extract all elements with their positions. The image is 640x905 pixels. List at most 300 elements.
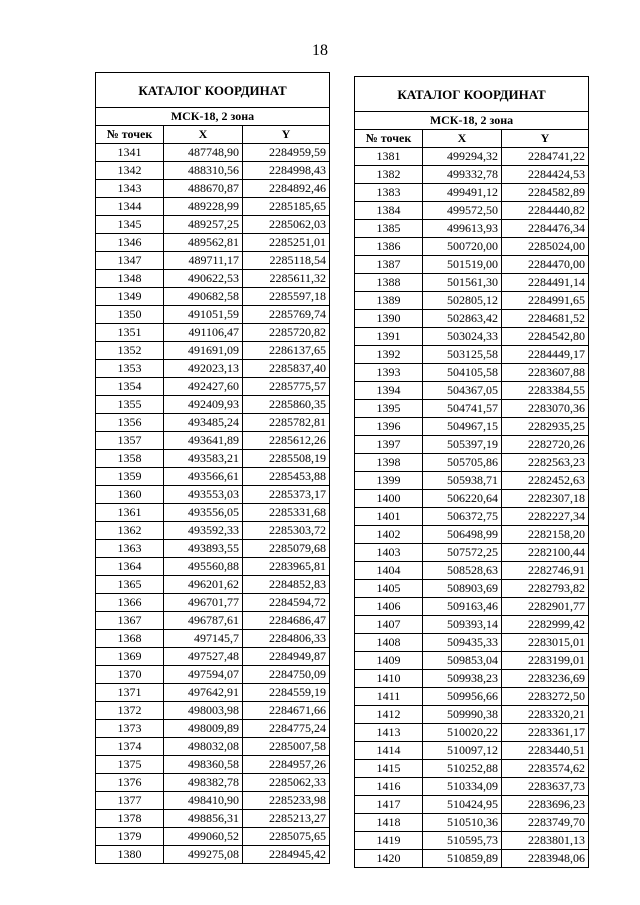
table-row	[96, 774, 330, 792]
point-number-cell: 1389	[355, 292, 423, 310]
x-coordinate-cell: 504967,15	[423, 418, 502, 436]
table-title: КАТАЛОГ КООРДИНАТ	[355, 77, 589, 112]
table-subtitle: МСК-18, 2 зона	[96, 108, 330, 126]
point-number-cell: 1360	[96, 486, 164, 504]
y-coordinate-cell: 2284671,66	[243, 702, 330, 720]
point-number-cell: 1354	[96, 378, 164, 396]
y-coordinate-cell: 2284775,24	[243, 720, 330, 738]
point-number-cell: 1414	[355, 742, 423, 760]
x-coordinate-cell: 501519,00	[423, 256, 502, 274]
table-row	[355, 616, 589, 634]
header-point-number: № точек	[355, 130, 423, 148]
point-number-cell: 1403	[355, 544, 423, 562]
point-number-cell: 1384	[355, 202, 423, 220]
y-coordinate-cell: 2284681,52	[502, 310, 589, 328]
x-coordinate-cell: 491051,59	[164, 306, 243, 324]
y-coordinate-cell: 2283637,73	[502, 778, 589, 796]
y-coordinate-cell: 2284991,65	[502, 292, 589, 310]
point-number-cell: 1372	[96, 702, 164, 720]
point-number-cell: 1420	[355, 850, 423, 868]
table-row	[96, 468, 330, 486]
table-row	[355, 346, 589, 364]
point-number-cell: 1353	[96, 360, 164, 378]
y-coordinate-cell: 2282999,42	[502, 616, 589, 634]
x-coordinate-cell: 499294,32	[423, 148, 502, 166]
table-row	[96, 396, 330, 414]
table-row	[96, 504, 330, 522]
table-title-row	[355, 77, 589, 112]
x-coordinate-cell: 499275,08	[164, 846, 243, 864]
table-row	[355, 490, 589, 508]
y-coordinate-cell: 2285775,57	[243, 378, 330, 396]
point-number-cell: 1408	[355, 634, 423, 652]
x-coordinate-cell: 510020,22	[423, 724, 502, 742]
table-row	[355, 418, 589, 436]
point-number-cell: 1375	[96, 756, 164, 774]
point-number-cell: 1347	[96, 252, 164, 270]
header-y: Y	[243, 126, 330, 144]
point-number-cell: 1402	[355, 526, 423, 544]
header-y: Y	[502, 130, 589, 148]
point-number-cell: 1368	[96, 630, 164, 648]
x-coordinate-cell: 503024,33	[423, 328, 502, 346]
point-number-cell: 1367	[96, 612, 164, 630]
table-row	[96, 360, 330, 378]
point-number-cell: 1394	[355, 382, 423, 400]
point-number-cell: 1380	[96, 846, 164, 864]
y-coordinate-cell: 2284998,43	[243, 162, 330, 180]
table-row	[355, 724, 589, 742]
point-number-cell: 1355	[96, 396, 164, 414]
point-number-cell: 1393	[355, 364, 423, 382]
y-coordinate-cell: 2283361,17	[502, 724, 589, 742]
table-row	[96, 432, 330, 450]
table-row	[355, 328, 589, 346]
table-row	[96, 270, 330, 288]
point-number-cell: 1373	[96, 720, 164, 738]
x-coordinate-cell: 498360,58	[164, 756, 243, 774]
table-row	[96, 450, 330, 468]
point-number-cell: 1416	[355, 778, 423, 796]
point-number-cell: 1352	[96, 342, 164, 360]
table-row	[96, 486, 330, 504]
table-row	[96, 594, 330, 612]
y-coordinate-cell: 2285185,65	[243, 198, 330, 216]
x-coordinate-cell: 489228,99	[164, 198, 243, 216]
table-row	[96, 846, 330, 864]
table-subtitle-row	[355, 112, 589, 130]
x-coordinate-cell: 509435,33	[423, 634, 502, 652]
point-number-cell: 1405	[355, 580, 423, 598]
x-coordinate-cell: 492409,93	[164, 396, 243, 414]
y-coordinate-cell: 2285597,18	[243, 288, 330, 306]
table-row	[96, 630, 330, 648]
x-coordinate-cell: 492427,60	[164, 378, 243, 396]
x-coordinate-cell: 501561,30	[423, 274, 502, 292]
y-coordinate-cell: 2285769,74	[243, 306, 330, 324]
x-coordinate-cell: 493592,33	[164, 522, 243, 540]
point-number-cell: 1362	[96, 522, 164, 540]
x-coordinate-cell: 502863,42	[423, 310, 502, 328]
y-coordinate-cell: 2284440,82	[502, 202, 589, 220]
table-row	[96, 756, 330, 774]
x-coordinate-cell: 510334,09	[423, 778, 502, 796]
y-coordinate-cell: 2283965,81	[243, 558, 330, 576]
x-coordinate-cell: 506220,64	[423, 490, 502, 508]
point-number-cell: 1391	[355, 328, 423, 346]
x-coordinate-cell: 506372,75	[423, 508, 502, 526]
point-number-cell: 1361	[96, 504, 164, 522]
x-coordinate-cell: 509163,46	[423, 598, 502, 616]
y-coordinate-cell: 2284476,34	[502, 220, 589, 238]
x-coordinate-cell: 493583,21	[164, 450, 243, 468]
point-number-cell: 1376	[96, 774, 164, 792]
table-row	[355, 472, 589, 490]
y-coordinate-cell: 2285331,68	[243, 504, 330, 522]
table-row	[355, 400, 589, 418]
point-number-cell: 1370	[96, 666, 164, 684]
point-number-cell: 1415	[355, 760, 423, 778]
y-coordinate-cell: 2283574,62	[502, 760, 589, 778]
table-row	[96, 324, 330, 342]
table-row	[96, 144, 330, 162]
x-coordinate-cell: 492023,13	[164, 360, 243, 378]
table-row	[355, 544, 589, 562]
x-coordinate-cell: 493566,61	[164, 468, 243, 486]
point-number-cell: 1342	[96, 162, 164, 180]
y-coordinate-cell: 2285720,82	[243, 324, 330, 342]
table-row	[355, 508, 589, 526]
x-coordinate-cell: 498856,31	[164, 810, 243, 828]
x-coordinate-cell: 503125,58	[423, 346, 502, 364]
y-coordinate-cell: 2283607,88	[502, 364, 589, 382]
y-coordinate-cell: 2284594,72	[243, 594, 330, 612]
x-coordinate-cell: 504105,58	[423, 364, 502, 382]
x-coordinate-cell: 510510,36	[423, 814, 502, 832]
y-coordinate-cell: 2285611,32	[243, 270, 330, 288]
x-coordinate-cell: 499332,78	[423, 166, 502, 184]
point-number-cell: 1377	[96, 792, 164, 810]
coordinate-catalog-table-left	[95, 72, 330, 864]
point-number-cell: 1371	[96, 684, 164, 702]
point-number-cell: 1418	[355, 814, 423, 832]
table-subtitle-row	[96, 108, 330, 126]
table-row	[355, 364, 589, 382]
y-coordinate-cell: 2284491,14	[502, 274, 589, 292]
y-coordinate-cell: 2284957,26	[243, 756, 330, 774]
table-row	[96, 648, 330, 666]
x-coordinate-cell: 493641,89	[164, 432, 243, 450]
point-number-cell: 1406	[355, 598, 423, 616]
point-number-cell: 1382	[355, 166, 423, 184]
x-coordinate-cell: 498410,90	[164, 792, 243, 810]
point-number-cell: 1386	[355, 238, 423, 256]
y-coordinate-cell: 2285612,26	[243, 432, 330, 450]
table-row	[355, 670, 589, 688]
table-row	[355, 292, 589, 310]
x-coordinate-cell: 497594,07	[164, 666, 243, 684]
point-number-cell: 1341	[96, 144, 164, 162]
point-number-cell: 1407	[355, 616, 423, 634]
table-row	[96, 684, 330, 702]
point-number-cell: 1413	[355, 724, 423, 742]
y-coordinate-cell: 2285213,27	[243, 810, 330, 828]
x-coordinate-cell: 510595,73	[423, 832, 502, 850]
table-row	[355, 760, 589, 778]
point-number-cell: 1404	[355, 562, 423, 580]
point-number-cell: 1357	[96, 432, 164, 450]
y-coordinate-cell: 2285075,65	[243, 828, 330, 846]
table-row	[355, 238, 589, 256]
table-row	[355, 706, 589, 724]
table-row	[355, 202, 589, 220]
x-coordinate-cell: 504367,05	[423, 382, 502, 400]
table-row	[96, 342, 330, 360]
point-number-cell: 1390	[355, 310, 423, 328]
table-row	[96, 792, 330, 810]
y-coordinate-cell: 2284559,19	[243, 684, 330, 702]
y-coordinate-cell: 2284852,83	[243, 576, 330, 594]
y-coordinate-cell: 2282935,25	[502, 418, 589, 436]
y-coordinate-cell: 2285860,35	[243, 396, 330, 414]
x-coordinate-cell: 489711,17	[164, 252, 243, 270]
x-coordinate-cell: 497145,7	[164, 630, 243, 648]
y-coordinate-cell: 2285007,58	[243, 738, 330, 756]
x-coordinate-cell: 509853,04	[423, 652, 502, 670]
point-number-cell: 1383	[355, 184, 423, 202]
table-row	[96, 702, 330, 720]
y-coordinate-cell: 2284686,47	[243, 612, 330, 630]
y-coordinate-cell: 2282158,20	[502, 526, 589, 544]
x-coordinate-cell: 499060,52	[164, 828, 243, 846]
table-row	[96, 216, 330, 234]
table-row	[355, 580, 589, 598]
table-row	[96, 828, 330, 846]
point-number-cell: 1396	[355, 418, 423, 436]
y-coordinate-cell: 2285062,33	[243, 774, 330, 792]
y-coordinate-cell: 2284945,42	[243, 846, 330, 864]
point-number-cell: 1419	[355, 832, 423, 850]
point-number-cell: 1350	[96, 306, 164, 324]
table-row	[355, 688, 589, 706]
table-row	[96, 738, 330, 756]
header-x: X	[164, 126, 243, 144]
y-coordinate-cell: 2282452,63	[502, 472, 589, 490]
y-coordinate-cell: 2286137,65	[243, 342, 330, 360]
table-row	[96, 522, 330, 540]
point-number-cell: 1359	[96, 468, 164, 486]
table-row	[355, 778, 589, 796]
point-number-cell: 1358	[96, 450, 164, 468]
table-row	[355, 382, 589, 400]
x-coordinate-cell: 500720,00	[423, 238, 502, 256]
x-coordinate-cell: 487748,90	[164, 144, 243, 162]
y-coordinate-cell: 2284959,59	[243, 144, 330, 162]
table-row	[355, 220, 589, 238]
point-number-cell: 1412	[355, 706, 423, 724]
point-number-cell: 1381	[355, 148, 423, 166]
x-coordinate-cell: 509393,14	[423, 616, 502, 634]
x-coordinate-cell: 504741,57	[423, 400, 502, 418]
point-number-cell: 1387	[355, 256, 423, 274]
y-coordinate-cell: 2284449,17	[502, 346, 589, 364]
y-coordinate-cell: 2285508,19	[243, 450, 330, 468]
table-row	[355, 274, 589, 292]
x-coordinate-cell: 499572,50	[423, 202, 502, 220]
point-number-cell: 1417	[355, 796, 423, 814]
y-coordinate-cell: 2285373,17	[243, 486, 330, 504]
x-coordinate-cell: 509956,66	[423, 688, 502, 706]
y-coordinate-cell: 2283696,23	[502, 796, 589, 814]
y-coordinate-cell: 2285079,68	[243, 540, 330, 558]
x-coordinate-cell: 497527,48	[164, 648, 243, 666]
x-coordinate-cell: 491691,09	[164, 342, 243, 360]
header-point-number: № точек	[96, 126, 164, 144]
point-number-cell: 1397	[355, 436, 423, 454]
x-coordinate-cell: 498032,08	[164, 738, 243, 756]
x-coordinate-cell: 502805,12	[423, 292, 502, 310]
page-number: 18	[312, 42, 328, 59]
point-number-cell: 1378	[96, 810, 164, 828]
y-coordinate-cell: 2282901,77	[502, 598, 589, 616]
table-row	[355, 634, 589, 652]
x-coordinate-cell: 493556,05	[164, 504, 243, 522]
x-coordinate-cell: 493485,24	[164, 414, 243, 432]
y-coordinate-cell: 2285453,88	[243, 468, 330, 486]
x-coordinate-cell: 489257,25	[164, 216, 243, 234]
x-coordinate-cell: 498003,98	[164, 702, 243, 720]
x-coordinate-cell: 509938,23	[423, 670, 502, 688]
table-row	[355, 832, 589, 850]
y-coordinate-cell: 2283948,06	[502, 850, 589, 868]
y-coordinate-cell: 2282746,91	[502, 562, 589, 580]
y-coordinate-cell: 2282793,82	[502, 580, 589, 598]
y-coordinate-cell: 2282720,26	[502, 436, 589, 454]
x-coordinate-cell: 499491,12	[423, 184, 502, 202]
x-coordinate-cell: 495560,88	[164, 558, 243, 576]
table-title: КАТАЛОГ КООРДИНАТ	[96, 73, 330, 108]
table-header-row	[96, 126, 330, 144]
y-coordinate-cell: 2283440,51	[502, 742, 589, 760]
x-coordinate-cell: 497642,91	[164, 684, 243, 702]
table-row	[355, 742, 589, 760]
table-row	[355, 310, 589, 328]
table-row	[96, 198, 330, 216]
table-row	[96, 414, 330, 432]
table-row	[96, 810, 330, 828]
point-number-cell: 1379	[96, 828, 164, 846]
point-number-cell: 1392	[355, 346, 423, 364]
table-row	[96, 576, 330, 594]
table-row	[355, 850, 589, 868]
table-row	[355, 166, 589, 184]
x-coordinate-cell: 510424,95	[423, 796, 502, 814]
x-coordinate-cell: 496201,62	[164, 576, 243, 594]
y-coordinate-cell: 2282563,23	[502, 454, 589, 472]
y-coordinate-cell: 2285062,03	[243, 216, 330, 234]
y-coordinate-cell: 2285782,81	[243, 414, 330, 432]
table-row	[96, 234, 330, 252]
table-row	[355, 148, 589, 166]
table-row	[355, 256, 589, 274]
point-number-cell: 1351	[96, 324, 164, 342]
header-x: X	[423, 130, 502, 148]
point-number-cell: 1364	[96, 558, 164, 576]
y-coordinate-cell: 2285837,40	[243, 360, 330, 378]
x-coordinate-cell: 498009,89	[164, 720, 243, 738]
x-coordinate-cell: 489562,81	[164, 234, 243, 252]
y-coordinate-cell: 2283199,01	[502, 652, 589, 670]
table-row	[355, 814, 589, 832]
x-coordinate-cell: 507572,25	[423, 544, 502, 562]
y-coordinate-cell: 2284741,22	[502, 148, 589, 166]
table-row	[355, 436, 589, 454]
table-row	[355, 526, 589, 544]
point-number-cell: 1410	[355, 670, 423, 688]
point-number-cell: 1398	[355, 454, 423, 472]
x-coordinate-cell: 505397,19	[423, 436, 502, 454]
table-title-row	[96, 73, 330, 108]
point-number-cell: 1349	[96, 288, 164, 306]
point-number-cell: 1348	[96, 270, 164, 288]
table-row	[96, 180, 330, 198]
x-coordinate-cell: 496787,61	[164, 612, 243, 630]
x-coordinate-cell: 493893,55	[164, 540, 243, 558]
y-coordinate-cell: 2283015,01	[502, 634, 589, 652]
y-coordinate-cell: 2282307,18	[502, 490, 589, 508]
point-number-cell: 1395	[355, 400, 423, 418]
point-number-cell: 1411	[355, 688, 423, 706]
point-number-cell: 1385	[355, 220, 423, 238]
x-coordinate-cell: 488670,87	[164, 180, 243, 198]
x-coordinate-cell: 510252,88	[423, 760, 502, 778]
x-coordinate-cell: 505938,71	[423, 472, 502, 490]
x-coordinate-cell: 505705,86	[423, 454, 502, 472]
y-coordinate-cell: 2283236,69	[502, 670, 589, 688]
point-number-cell: 1374	[96, 738, 164, 756]
x-coordinate-cell: 508528,63	[423, 562, 502, 580]
y-coordinate-cell: 2284542,80	[502, 328, 589, 346]
point-number-cell: 1343	[96, 180, 164, 198]
point-number-cell: 1346	[96, 234, 164, 252]
y-coordinate-cell: 2283272,50	[502, 688, 589, 706]
table-row	[96, 306, 330, 324]
table-row	[96, 612, 330, 630]
x-coordinate-cell: 499613,93	[423, 220, 502, 238]
y-coordinate-cell: 2285303,72	[243, 522, 330, 540]
y-coordinate-cell: 2283070,36	[502, 400, 589, 418]
x-coordinate-cell: 498382,78	[164, 774, 243, 792]
y-coordinate-cell: 2285118,54	[243, 252, 330, 270]
table-header-row	[355, 130, 589, 148]
table-row	[96, 558, 330, 576]
point-number-cell: 1369	[96, 648, 164, 666]
table-row	[355, 598, 589, 616]
x-coordinate-cell: 493553,03	[164, 486, 243, 504]
x-coordinate-cell: 488310,56	[164, 162, 243, 180]
table-row	[355, 454, 589, 472]
x-coordinate-cell: 496701,77	[164, 594, 243, 612]
point-number-cell: 1401	[355, 508, 423, 526]
y-coordinate-cell: 2285024,00	[502, 238, 589, 256]
point-number-cell: 1388	[355, 274, 423, 292]
table-row	[355, 562, 589, 580]
y-coordinate-cell: 2283801,13	[502, 832, 589, 850]
table-subtitle: МСК-18, 2 зона	[355, 112, 589, 130]
y-coordinate-cell: 2284750,09	[243, 666, 330, 684]
table-row	[96, 540, 330, 558]
y-coordinate-cell: 2282100,44	[502, 544, 589, 562]
